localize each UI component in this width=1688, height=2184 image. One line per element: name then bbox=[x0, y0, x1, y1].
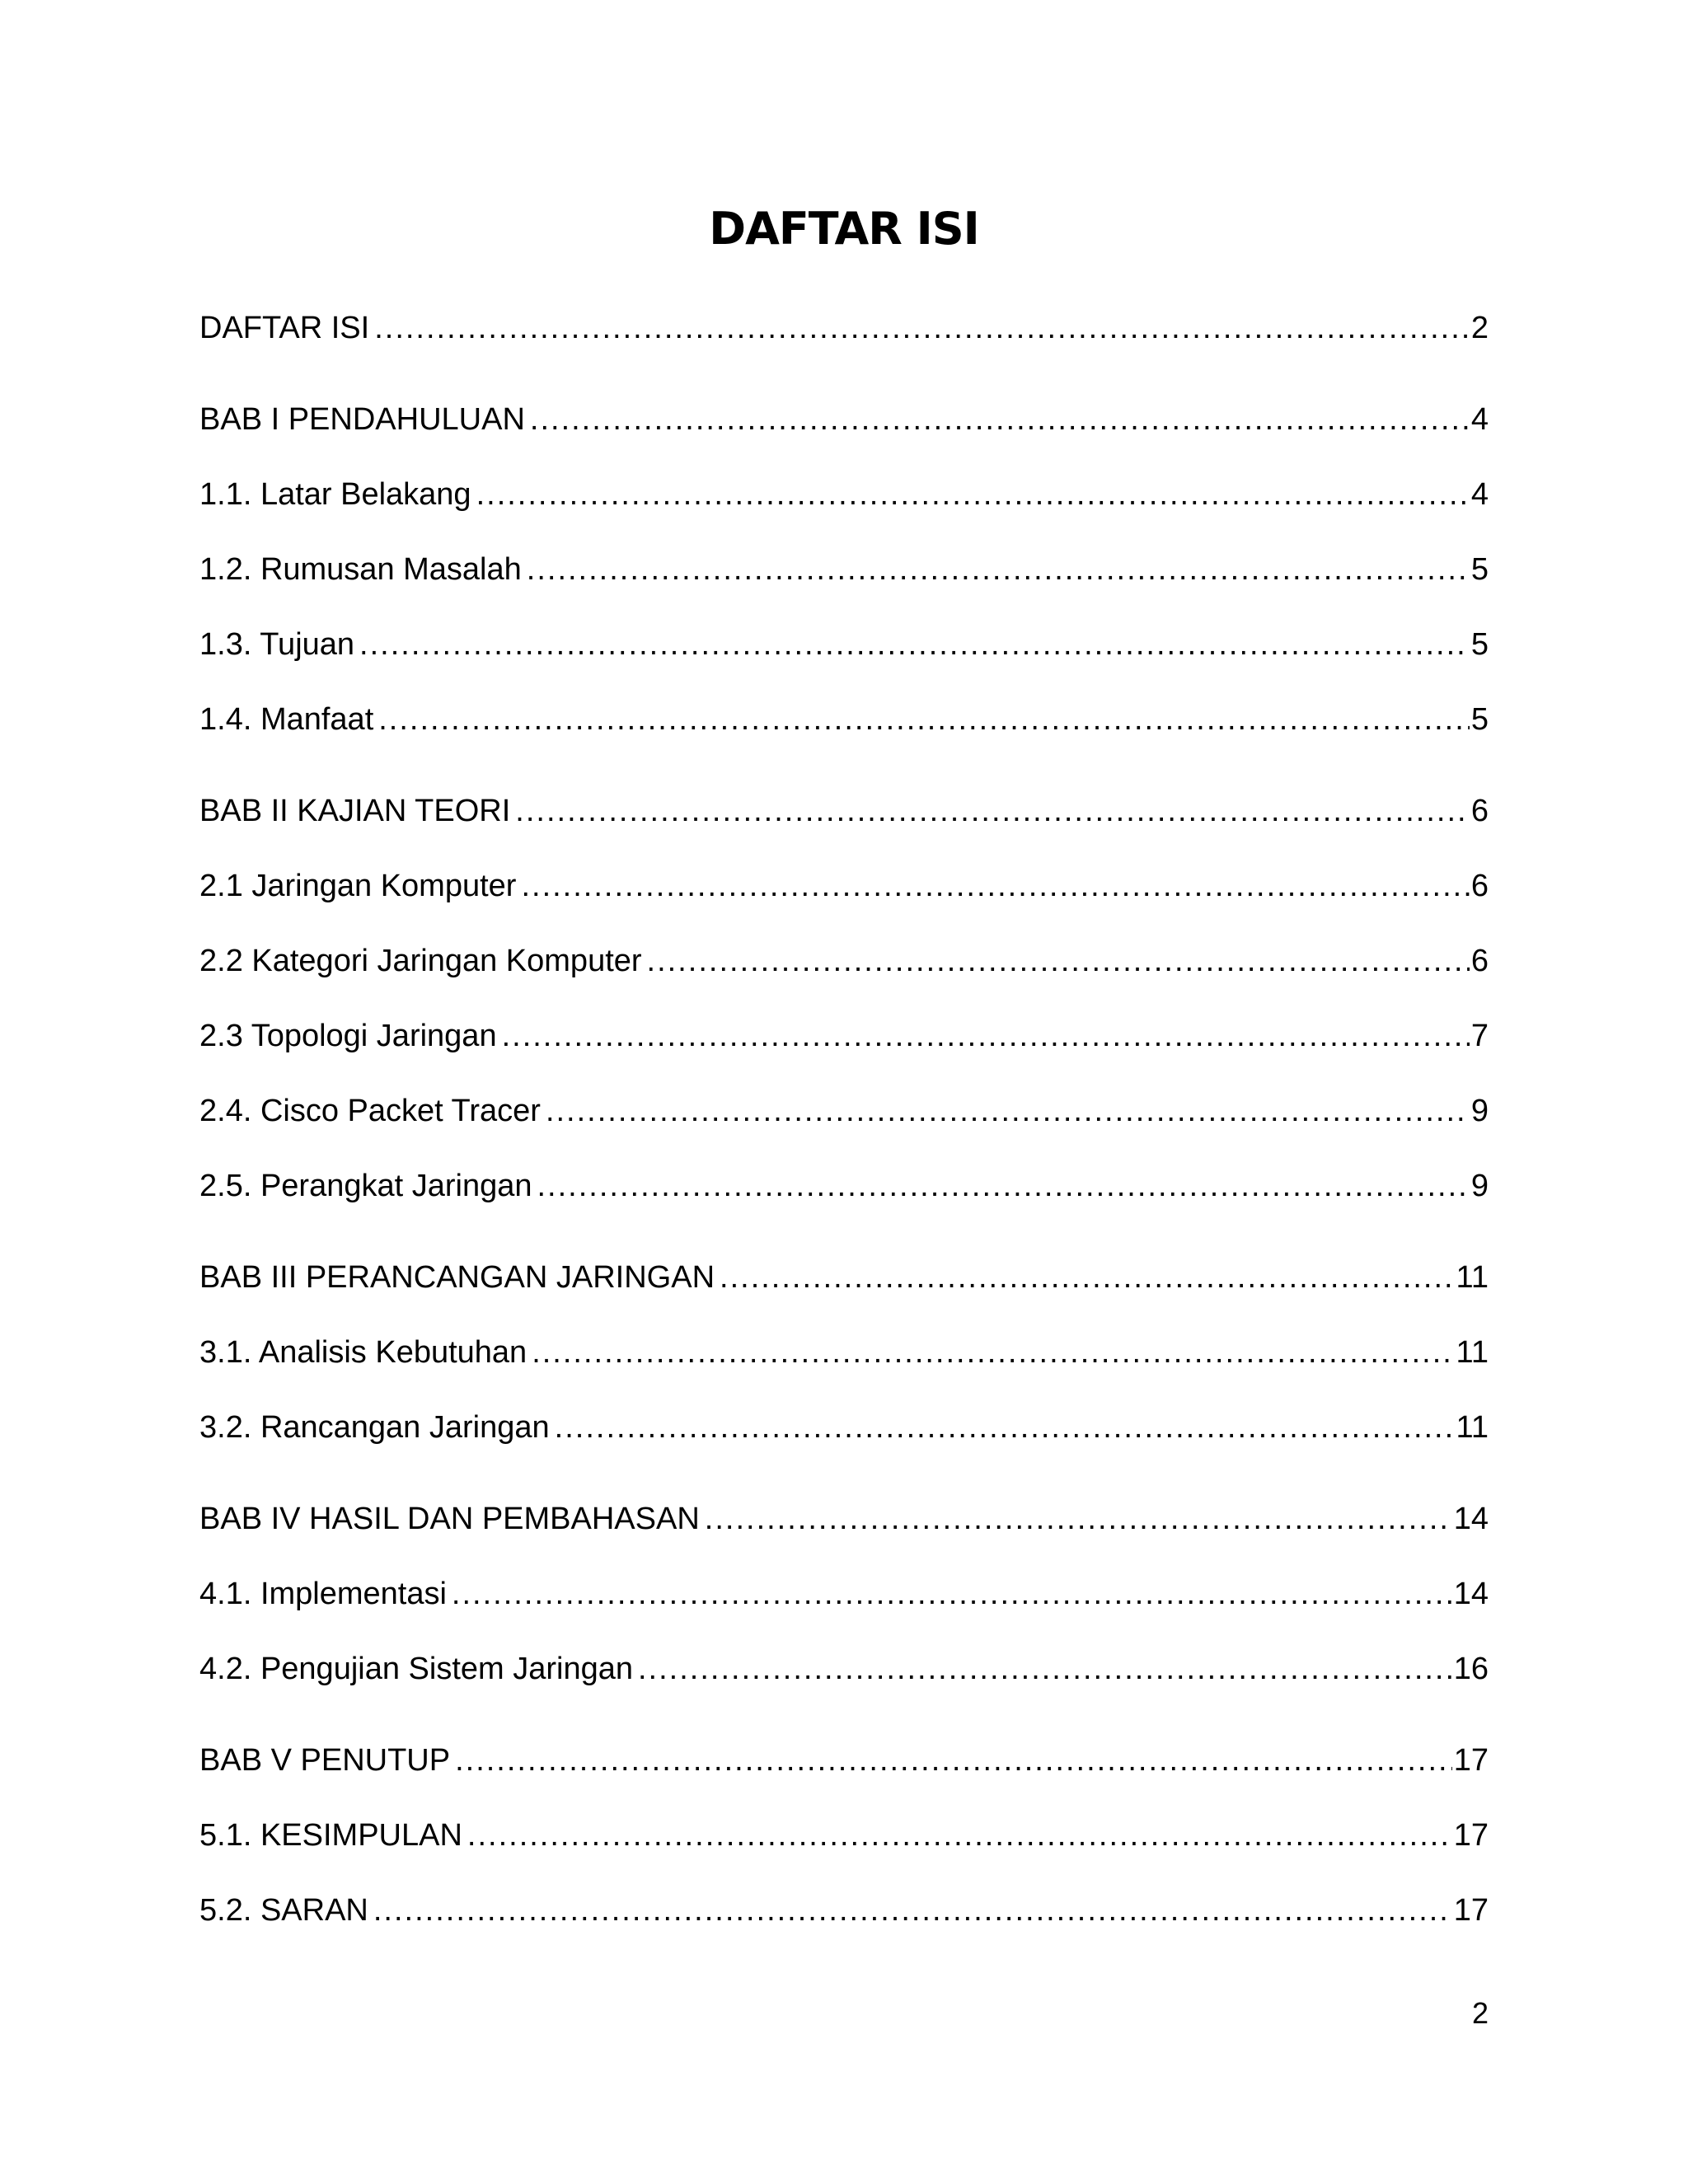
toc-leader-dots bbox=[555, 1403, 1455, 1452]
toc-leader-dots bbox=[515, 786, 1470, 836]
toc-entry-page: 5 bbox=[1470, 552, 1489, 587]
toc-leader-dots bbox=[455, 1736, 1452, 1785]
toc-entry[interactable] bbox=[199, 1569, 1489, 1619]
toc-leader-dots bbox=[521, 861, 1469, 911]
toc-entry-page: 9 bbox=[1470, 1169, 1489, 1203]
page-number: 2 bbox=[1471, 1996, 1489, 2030]
toc-entry[interactable] bbox=[199, 786, 1489, 836]
toc-entry[interactable] bbox=[199, 620, 1489, 669]
toc-leader-dots bbox=[720, 1253, 1455, 1302]
toc-entry[interactable] bbox=[199, 861, 1489, 911]
toc-leader-dots bbox=[378, 695, 1470, 744]
toc-leader-dots bbox=[532, 1328, 1454, 1377]
toc-entry-text: 3.1. Analisis Kebutuhan bbox=[199, 1335, 528, 1370]
toc-leader-dots bbox=[467, 1811, 1452, 1860]
toc-leader-dots bbox=[705, 1494, 1452, 1544]
page-title: DAFTAR ISI bbox=[709, 203, 979, 255]
toc-entry[interactable] bbox=[199, 1736, 1489, 1785]
toc-entry[interactable] bbox=[199, 1403, 1489, 1452]
toc-entry[interactable] bbox=[199, 695, 1489, 744]
toc-leader-dots bbox=[476, 470, 1470, 519]
toc-entry[interactable] bbox=[199, 1086, 1489, 1136]
toc-entry-text: 3.2. Rancangan Jaringan bbox=[199, 1410, 550, 1445]
toc-entry-text: 1.1. Latar Belakang bbox=[199, 477, 471, 512]
toc-entry-page: 6 bbox=[1470, 944, 1489, 978]
toc-entry-page: 5 bbox=[1470, 627, 1489, 662]
toc-entry-text: 2.3 Topologi Jaringan bbox=[199, 1019, 497, 1053]
toc-entry[interactable] bbox=[199, 1811, 1489, 1860]
toc-entry-text: 5.1. KESIMPULAN bbox=[199, 1818, 462, 1853]
toc-entry-page: 7 bbox=[1470, 1019, 1489, 1053]
toc-leader-dots bbox=[638, 1644, 1452, 1694]
toc-entry-text: 5.2. SARAN bbox=[199, 1893, 368, 1928]
toc-leader-dots bbox=[502, 1011, 1470, 1061]
toc-entry-page: 4 bbox=[1470, 402, 1489, 437]
toc-entry-text: 2.5. Perangkat Jaringan bbox=[199, 1169, 532, 1203]
toc-entry-text: BAB III PERANCANGAN JARINGAN bbox=[199, 1260, 715, 1295]
toc-leader-dots bbox=[373, 1886, 1452, 1935]
toc-entry-text: 1.3. Tujuan bbox=[199, 627, 355, 662]
toc-entry-page: 17 bbox=[1453, 1743, 1489, 1778]
toc-entry-page: 6 bbox=[1470, 794, 1489, 828]
toc-entry-page: 2 bbox=[1470, 311, 1489, 345]
toc-entry[interactable] bbox=[199, 1011, 1489, 1061]
toc-entry-text: 1.2. Rumusan Masalah bbox=[199, 552, 522, 587]
toc-entry-page: 14 bbox=[1453, 1502, 1489, 1536]
toc-entry-text: BAB I PENDAHULUAN bbox=[199, 402, 525, 437]
toc-leader-dots bbox=[527, 545, 1470, 594]
toc-entry-text: BAB II KAJIAN TEORI bbox=[199, 794, 511, 828]
toc-entry-text: DAFTAR ISI bbox=[199, 311, 370, 345]
toc-entry[interactable] bbox=[199, 545, 1489, 594]
toc-entry-text: 2.4. Cisco Packet Tracer bbox=[199, 1094, 541, 1128]
toc-leader-dots bbox=[537, 1161, 1470, 1211]
toc-entry-text: BAB IV HASIL DAN PEMBAHASAN bbox=[199, 1502, 700, 1536]
toc-entry-page: 5 bbox=[1470, 702, 1489, 737]
toc-entry[interactable] bbox=[199, 303, 1489, 353]
toc-leader-dots bbox=[546, 1086, 1470, 1136]
toc-entry-page: 9 bbox=[1470, 1094, 1489, 1128]
toc-leader-dots bbox=[359, 620, 1470, 669]
toc-leader-dots bbox=[530, 395, 1470, 444]
toc-entry-page: 4 bbox=[1470, 477, 1489, 512]
toc-entry[interactable] bbox=[199, 1886, 1489, 1935]
toc-leader-dots bbox=[647, 936, 1470, 986]
toc-leader-dots bbox=[452, 1569, 1452, 1619]
toc-entry[interactable] bbox=[199, 1328, 1489, 1377]
toc-entry-text: 2.1 Jaringan Komputer bbox=[199, 869, 517, 903]
toc-entry[interactable] bbox=[199, 936, 1489, 986]
toc-entry-text: BAB V PENUTUP bbox=[199, 1743, 451, 1778]
toc-entry[interactable] bbox=[199, 470, 1489, 519]
toc-entry[interactable] bbox=[199, 1161, 1489, 1211]
toc-entry-page: 11 bbox=[1456, 1335, 1489, 1370]
toc-entry[interactable] bbox=[199, 395, 1489, 444]
toc-entry-page: 6 bbox=[1470, 869, 1489, 903]
toc-entry-text: 1.4. Manfaat bbox=[199, 702, 374, 737]
toc-entry[interactable] bbox=[199, 1253, 1489, 1302]
toc-entry-text: 2.2 Kategori Jaringan Komputer bbox=[199, 944, 642, 978]
toc-entry-page: 11 bbox=[1456, 1260, 1489, 1295]
toc-entry-page: 17 bbox=[1453, 1818, 1489, 1853]
toc-entry-page: 11 bbox=[1456, 1410, 1489, 1445]
toc-entry-page: 14 bbox=[1453, 1577, 1489, 1611]
toc-entry-text: 4.2. Pengujian Sistem Jaringan bbox=[199, 1652, 633, 1686]
toc-entry[interactable] bbox=[199, 1494, 1489, 1544]
toc-entry[interactable] bbox=[199, 1644, 1489, 1694]
toc-leader-dots bbox=[374, 303, 1470, 353]
toc-entry-text: 4.1. Implementasi bbox=[199, 1577, 447, 1611]
toc-entry-page: 16 bbox=[1453, 1652, 1489, 1686]
toc-entry-page: 17 bbox=[1453, 1893, 1489, 1928]
